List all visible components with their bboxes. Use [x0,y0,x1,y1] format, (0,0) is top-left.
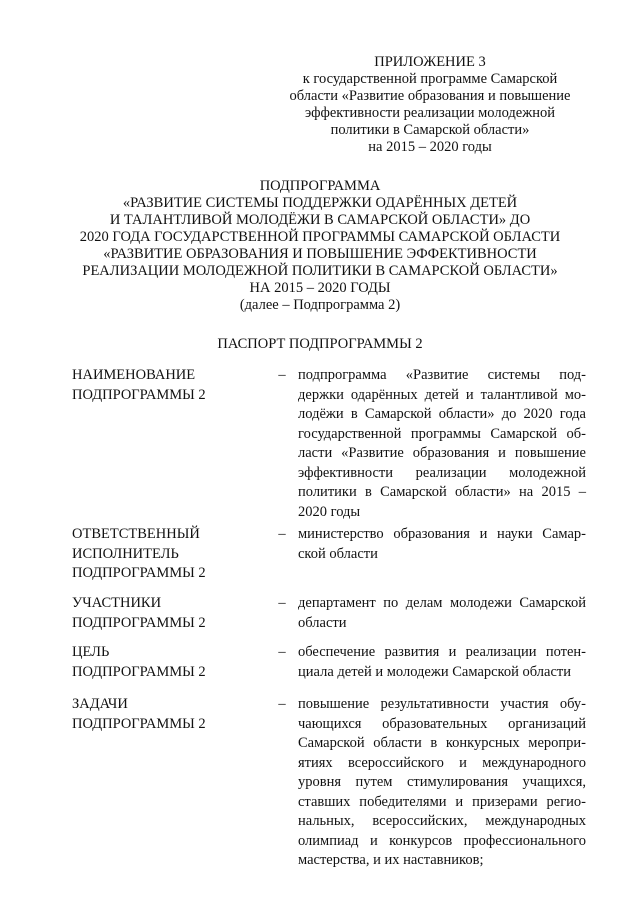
label-line: ПОДПРОГРАММЫ 2 [72,565,206,581]
value-line: уровня путем стимулирования учащихся, [298,774,586,790]
appendix-line: на 2015 – 2020 годы [368,139,492,155]
subprogram-title-line: РЕАЛИЗАЦИИ МОЛОДЕЖНОЙ ПОЛИТИКИ В САМАРСКОЙ ОБЛАСТИ» [82,263,558,279]
value-line: подпрограмма «Развитие системы под- [298,367,586,383]
passport-row-name-label [72,366,272,405]
passport-row-executor-label [72,525,272,584]
value-line: области [298,614,347,631]
dash-separator: – [278,367,286,383]
label-line: ИСПОЛНИТЕЛЬ [72,545,179,562]
value-line: лодёжи в Самарской области» до 2020 года [298,406,586,422]
value-line: повышение результативности участия обу- [298,696,586,712]
appendix-line: к государственной программе Самарской [302,71,558,87]
value-line: нальных, всероссийских, международных [298,813,586,829]
value-line: политики в Самарской области» на 2015 – [298,484,586,500]
value-line: держки одарённых детей и талантливой мо- [298,386,586,403]
value-line: ставших победителями и призерами регио- [298,793,586,810]
label-line: НАИМЕНОВАНИЕ [72,367,196,383]
passport-title: ПАСПОРТ ПОДПРОГРАММЫ 2 [217,336,423,352]
dash-separator: – [278,696,286,712]
subprogram-title-line: ПОДПРОГРАММА [259,178,381,194]
subprogram-title-line: 2020 ГОДА ГОСУДАРСТВЕННОЙ ПРОГРАММЫ САМАРСКОЙ ОБЛАСТИ [79,229,561,245]
value-line: департамент по делам молодежи Самарской [298,595,586,611]
passport-row-goal-value [298,643,586,682]
label-line: ОТВЕТСТВЕННЫЙ [72,526,200,542]
appendix-line: эффективности реализации молодежной [305,105,555,121]
value-line: олимпиад и конкурсов профессионального [298,832,586,849]
dash-separator: – [278,526,286,542]
label-line: ЗАДАЧИ [72,696,128,712]
value-line: мастерства, и их наставников; [298,852,484,868]
dash-separator: – [278,595,286,611]
label-line: ПОДПРОГРАММЫ 2 [72,715,206,732]
label-line: ПОДПРОГРАММЫ 2 [72,663,206,680]
value-line: эффективности реализации молодежной [298,464,586,481]
value-line: ятиях всероссийского и международного [298,754,586,771]
value-line: министерство образования и науки Самар- [298,526,586,542]
passport-row-tasks-value [298,695,586,871]
passport-row-participants-label [72,594,272,633]
value-line: чающихся образовательных организаций [298,715,586,732]
subprogram-title-line: «РАЗВИТИЕ СИСТЕМЫ ПОДДЕРЖКИ ОДАРЁННЫХ ДЕТЕЙ [122,195,518,211]
value-line: 2020 годы [298,503,361,520]
label-line: ЦЕЛЬ [72,644,110,660]
label-line: ПОДПРОГРАММЫ 2 [72,614,206,631]
passport-row-tasks-label [72,695,272,734]
subprogram-title [40,178,600,314]
appendix-header [270,54,590,156]
dash-separator: – [278,644,286,660]
subprogram-title-line: (далее – Подпрограмма 2) [239,297,401,313]
appendix-line: области «Развитие образования и повышение [289,88,571,104]
value-line: ской области [298,545,378,562]
label-line: ПОДПРОГРАММЫ 2 [72,386,206,403]
passport-row-name-value [298,366,586,522]
passport-row-executor-value [298,525,586,564]
subprogram-title-line: И ТАЛАНТЛИВОЙ МОЛОДЁЖИ В САМАРСКОЙ ОБЛАСТИ» ДО [109,212,531,228]
appendix-line: политики в Самарской области» [330,122,530,138]
value-line: ласти «Развитие образования и повышение [298,445,586,461]
appendix-line: ПРИЛОЖЕНИЕ 3 [374,54,486,70]
value-line: обеспечение развития и реализации потен- [298,644,586,660]
subprogram-title-line: «РАЗВИТИЕ ОБРАЗОВАНИЯ И ПОВЫШЕНИЕ ЭФФЕКТИВНОСТИ [103,246,537,262]
value-line: государственной программы Самарской об- [298,425,586,442]
label-line: УЧАСТНИКИ [72,595,162,611]
passport-row-goal-label [72,643,272,682]
value-line: циала детей и молодежи Самарской области [298,663,571,680]
passport-row-participants-value [298,594,586,633]
value-line: Самарской области в конкурсных меропри- [298,735,586,751]
subprogram-title-line: НА 2015 – 2020 ГОДЫ [249,280,391,296]
